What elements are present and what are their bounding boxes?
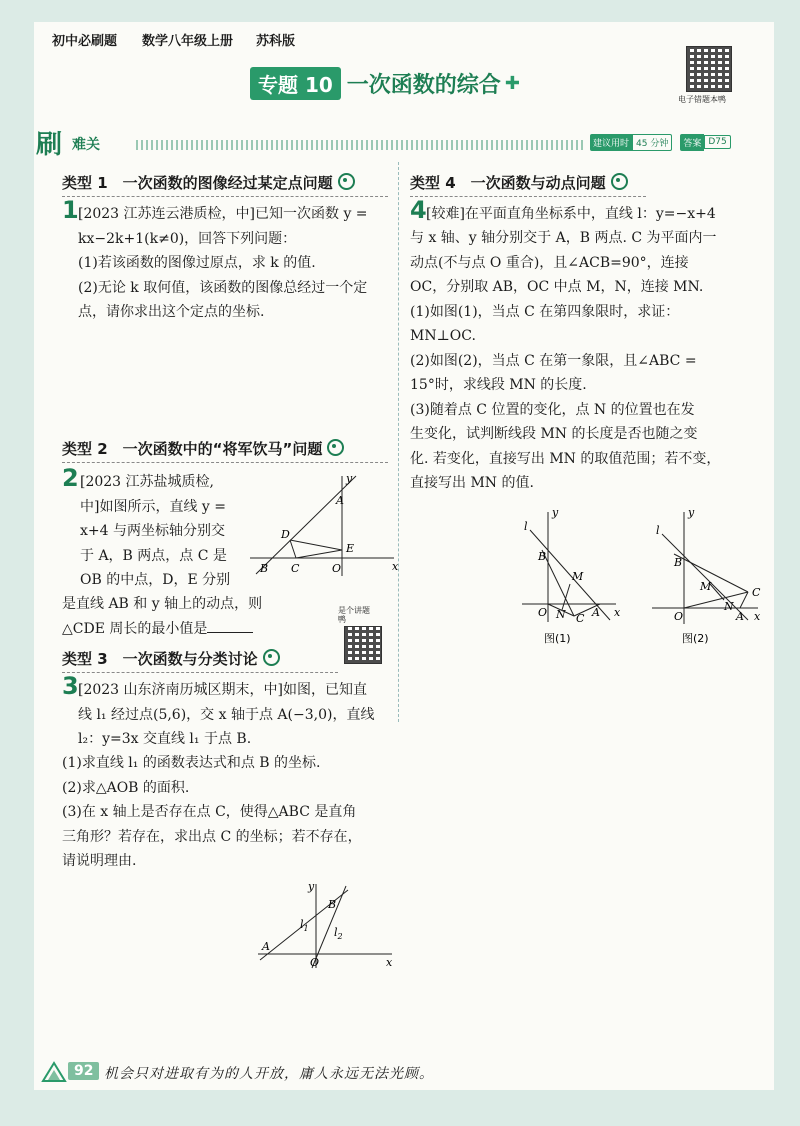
qr-code-icon[interactable]: [344, 626, 382, 664]
segment-de: [290, 540, 342, 550]
q3-line: 线 l₁ 经过点(5,6)，交 x 轴于点 A(−3,0)，直线: [78, 706, 375, 723]
line-l-label: l: [656, 524, 660, 537]
segment-dc: [290, 540, 296, 558]
question-3-figure: [256, 880, 396, 970]
line-l: [662, 534, 748, 620]
origin-label: O: [310, 956, 320, 969]
question-2-figure: [246, 470, 399, 580]
origin-label: O: [538, 606, 548, 619]
point-a-label: A: [336, 494, 344, 507]
triangle-logo-icon: [42, 1062, 66, 1082]
time-box: [590, 132, 731, 152]
q2-line: OB 的中点，D，E 分别: [80, 572, 231, 588]
page-number: 92: [68, 1062, 99, 1080]
type-1-title: [62, 172, 388, 197]
point-m-label: M: [572, 570, 584, 583]
q2-line: 于 A，B 两点，点 C 是: [80, 547, 227, 564]
x-label: x: [614, 606, 621, 619]
footer-motto: 机会只对进取有为的人开放，庸人永远无法光顾。: [104, 1066, 434, 1082]
segment-ce: [296, 550, 342, 558]
x-label: x: [386, 956, 393, 969]
section-brand: 刷: [36, 130, 63, 160]
figure-2: [644, 504, 764, 644]
topic-title: [250, 66, 520, 100]
q4-line: (3)随着点 C 位置的变化，点 N 的位置也在发: [410, 401, 695, 418]
y-label: y: [688, 506, 695, 519]
q4-line: MN⊥OC.: [410, 328, 476, 344]
type-3-text: 类型 3 一次函数与分类讨论: [62, 650, 258, 668]
question-4-body: [410, 226, 720, 496]
origin-label: O: [674, 610, 684, 623]
line-l-label: l: [524, 520, 528, 533]
question-2: [80, 470, 230, 593]
q3-line: [2023 山东济南历城区期末，中]如图，已知直: [78, 682, 368, 698]
question-4-number: 4: [410, 196, 427, 224]
question-2-tail: [62, 592, 262, 641]
point-e-label: E: [346, 542, 355, 555]
q4-line: 15°时，求线段 MN 的长度.: [410, 377, 587, 393]
y-label: y: [346, 472, 353, 485]
q4-line: 化. 若变化，直接写出 MN 的取值范围；若不变，: [410, 450, 721, 467]
q4-line: 动点(不与点 O 重合)，且∠ACB=90°，连接: [410, 254, 689, 271]
target-icon: [611, 173, 628, 190]
figure-1: [512, 504, 622, 644]
question-1-number: 1: [62, 196, 79, 224]
point-n-label: N: [724, 600, 734, 613]
question-3: [78, 678, 374, 752]
point-b-label: B: [674, 556, 683, 569]
q1-line: kx−2k+1(k≠0)，回答下列问题：: [78, 230, 297, 247]
q2-line: x+4 与两坐标轴分别交: [80, 523, 225, 539]
type-2-title: [62, 438, 388, 463]
q4-line: (2)如图(2)，当点 C 在第一象限，且∠ABC =: [410, 352, 697, 369]
book-header: [34, 22, 774, 52]
line-l1-label: $l_1$: [300, 918, 309, 933]
point-c-label: C: [291, 562, 300, 575]
x-label: x: [754, 610, 761, 623]
section-stripes: [136, 140, 586, 150]
point-b-label: B: [538, 550, 547, 563]
point-b-label: B: [260, 562, 269, 575]
type-1-text: 类型 1 一次函数的图像经过某定点问题: [62, 174, 333, 192]
qr-caption: 电子错题本鸭: [678, 95, 726, 104]
point-a-label: A: [736, 610, 744, 623]
q2-line: 是直线 AB 和 y 轴上的动点，则: [62, 596, 263, 612]
point-n-label: N: [556, 608, 566, 621]
point-b-label: B: [328, 898, 337, 911]
page: [34, 22, 774, 1090]
q3-line: l₂：y=3x 交直线 l₁ 于点 B.: [78, 731, 252, 747]
q4-line: 直接写出 MN 的值.: [410, 475, 534, 491]
q3-line: (3)在 x 轴上是否存在点 C，使得△ABC 是直角: [62, 804, 357, 820]
origin-label: O: [332, 562, 342, 575]
type-2-text: 类型 2 一次函数中的“将军饮马”问题: [62, 440, 323, 458]
target-icon: [338, 173, 355, 190]
type-4-title: [410, 172, 646, 197]
answer-blank[interactable]: [207, 632, 253, 633]
series-name: 初中必刷题: [52, 34, 118, 49]
q4-line: OC，分别取 AB，OC 中点 M，N，连接 MN.: [410, 279, 704, 295]
q2-line: 中]如图所示，直线 y =: [80, 498, 227, 515]
question-3-parts: [62, 751, 362, 874]
q4-line: 与 x 轴、y 轴分别交于 A，B 两点. C 为平面内一: [410, 230, 717, 246]
segment-ca: [740, 592, 748, 608]
q3-line: (1)求直线 l₁ 的函数表达式和点 B 的坐标.: [62, 755, 321, 771]
x-label: x: [392, 560, 399, 573]
answer-label: 答案: [680, 134, 704, 151]
topic-tag: 专题 10: [250, 67, 341, 100]
target-icon: [327, 439, 344, 456]
q3-line: (2)求△AOB 的面积.: [62, 779, 190, 796]
q2-line: △CDE 周长的最小值是: [62, 620, 208, 637]
q1-line: (1)若该函数的图像过原点，求 k 的值.: [78, 255, 316, 271]
figure-2-caption: 图(2): [682, 632, 709, 645]
point-m-label: M: [700, 580, 712, 593]
point-c-label: C: [752, 586, 761, 599]
q4-line: (1)如图(1)，当点 C 在第四象限时，求证：: [410, 303, 680, 320]
segment-oc: [684, 592, 748, 608]
q1-line: (2)无论 k 取何值，该函数的图像总经过一个定: [78, 279, 368, 296]
line-ab: [256, 476, 356, 574]
q1-line: [2023 江苏连云港质检，中]已知一次函数 y =: [78, 206, 368, 222]
q1-line: 点，请你求出这个定点的坐标.: [78, 304, 265, 320]
line-l2-label: $l_2$: [334, 926, 343, 941]
type-3-title: [62, 648, 338, 673]
question-3-number: 3: [62, 672, 79, 700]
q3-line: 请说明理由.: [62, 853, 137, 869]
time-value: 45 分钟: [632, 134, 672, 151]
y-label: y: [552, 506, 559, 519]
segment-mn: [710, 584, 724, 600]
q4-line: 生变化，试判断线段 MN 的长度是否也随之变: [410, 426, 698, 442]
q3-line: 三角形？若存在，求出点 C 的坐标；若不存在，: [62, 828, 362, 845]
target-icon: [263, 649, 280, 666]
point-a-label: A: [592, 606, 600, 619]
question-4: [426, 202, 716, 227]
q2-line: [2023 江苏盐城质检,: [80, 474, 214, 490]
edition-name: 苏科版: [256, 34, 296, 49]
section-name: 难关: [72, 137, 100, 153]
time-label: 建议用时: [590, 134, 632, 151]
point-d-label: D: [281, 528, 290, 541]
section-bar: [34, 122, 774, 162]
qr-code-icon[interactable]: [686, 46, 732, 92]
figure-1-caption: 图(1): [544, 632, 571, 645]
column-divider: [398, 162, 399, 722]
puzzle-icon: ✚: [504, 72, 520, 94]
qr-caption: 是个讲题鸭: [338, 606, 370, 624]
point-c-label: C: [576, 612, 585, 625]
y-label: y: [308, 880, 315, 893]
q4-line: [较难]在平面直角坐标系中，直线 l：y=−x+4: [426, 206, 716, 222]
question-1: [78, 202, 368, 325]
topic-title-text: 一次函数的综合: [346, 72, 501, 98]
point-a-label: A: [262, 940, 270, 953]
question-2-number: 2: [62, 464, 79, 492]
type-4-text: 类型 4 一次函数与动点问题: [410, 174, 606, 192]
book-name: 数学八年级上册: [142, 34, 234, 49]
answer-page: D75: [704, 135, 730, 149]
